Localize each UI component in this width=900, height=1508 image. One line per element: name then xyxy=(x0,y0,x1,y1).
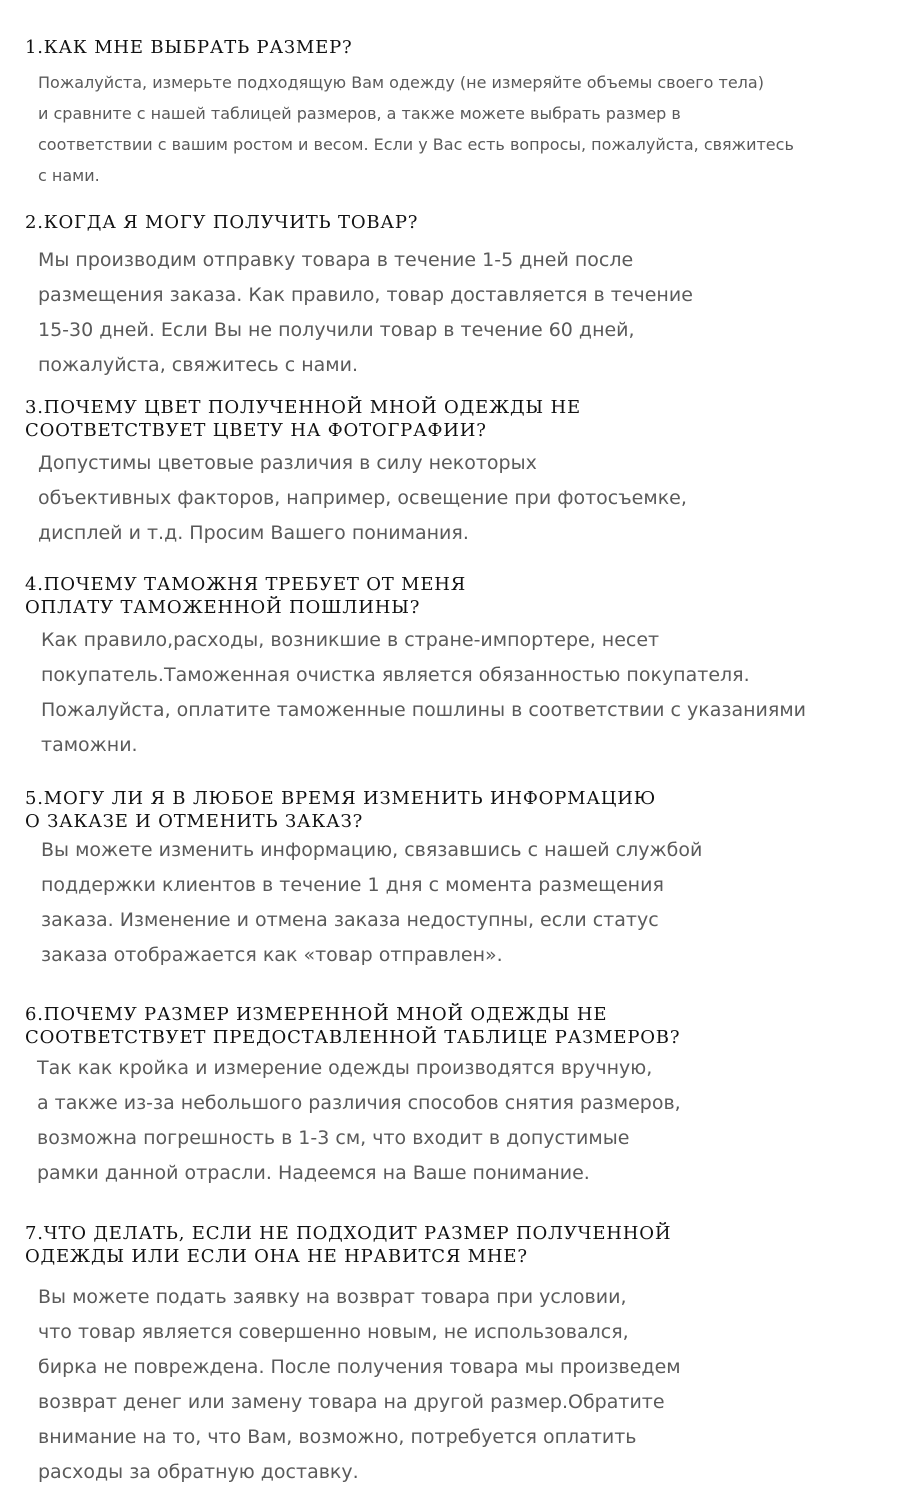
faq-answer: Вы можете изменить информацию, связавшись с нашей службой поддержки клиентов в течение 1 дня с момента размещения заказа. Изменение и отмена заказа недоступны, если статус заказа отображается как «товар отправлен». xyxy=(41,839,703,966)
faq-answer: Мы производим отправку товара в течение 1-5 дней после размещения заказа. Как правило, товар доставляется в течение 15-30 дней. Если Вы не получили товар в течение 60 дней, пожалуйста, свяжитесь с нами. xyxy=(38,249,693,376)
faq-item-4 xyxy=(0,573,900,763)
faq-question: 1.КАК МНЕ ВЫБРАТЬ РАЗМЕР? xyxy=(25,37,353,58)
faq-question: 7.ЧТО ДЕЛАТЬ, ЕСЛИ НЕ ПОДХОДИТ РАЗМЕР ПОЛУЧЕННОЙ ОДЕЖДЫ ИЛИ ЕСЛИ ОНА НЕ НРАВИТСЯ МНЕ? xyxy=(25,1223,672,1267)
faq-question: 3.ПОЧЕМУ ЦВЕТ ПОЛУЧЕННОЙ МНОЙ ОДЕЖДЫ НЕ СООТВЕТСТВУЕТ ЦВЕТУ НА ФОТОГРАФИИ? xyxy=(25,397,581,441)
faq-item-1 xyxy=(0,36,900,191)
faq-answer: Так как кройка и измерение одежды производятся вручную, а также из-за небольшого различия способов снятия размеров, возможна погрешность в 1-3 см, что входит в допустимые рамки данной отрасли. Надеемся на Ваше понимание. xyxy=(37,1057,681,1184)
faq-item-5 xyxy=(0,787,900,973)
faq-question: 2.КОГДА Я МОГУ ПОЛУЧИТЬ ТОВАР? xyxy=(25,212,419,233)
faq-question: 5.МОГУ ЛИ Я В ЛЮБОЕ ВРЕМЯ ИЗМЕНИТЬ ИНФОРМАЦИЮ О ЗАКАЗЕ И ОТМЕНИТЬ ЗАКАЗ? xyxy=(25,788,657,832)
faq-answer: Как правило,расходы, возникшие в стране-импортере, несет покупатель.Таможенная очистка является обязанностью покупателя. Пожалуйста, оплатите таможенные пошлины в соответствии с указаниями таможни. xyxy=(41,629,807,756)
faq-item-3 xyxy=(0,396,900,551)
faq-answer: Допустимы цветовые различия в силу некоторых объективных факторов, например, освещение при фотосъемке, дисплей и т.д. Просим Вашего понимания. xyxy=(38,452,687,544)
faq-item-6 xyxy=(0,1003,900,1191)
faq-answer: Пожалуйста, измерьте подходящую Вам одежду (не измеряйте объемы своего тела) и сравните с нашей таблицей размеров, а также можете выбрать размер в соответствии с вашим ростом и весом. Если у Вас есть вопросы, пожалуйста, свяжитесь с нами. xyxy=(38,73,794,185)
faq-answer: Вы можете подать заявку на возврат товара при условии, что товар является совершенно новым, не использовался, бирка не повреждена. После получения товара мы произведем возврат денег или замену товара на другой размер.Обратите внимание на то, что Вам, возможно, потребуется оплатить расходы за обратную доставку. xyxy=(38,1286,681,1483)
faq-item-7 xyxy=(0,1222,900,1490)
faq-question: 6.ПОЧЕМУ РАЗМЕР ИЗМЕРЕННОЙ МНОЙ ОДЕЖДЫ НЕ СООТВЕТСТВУЕТ ПРЕДОСТАВЛЕННОЙ ТАБЛИЦЕ РАЗМЕРОВ? xyxy=(25,1004,681,1048)
faq-item-2 xyxy=(0,211,900,383)
faq-question: 4.ПОЧЕМУ ТАМОЖНЯ ТРЕБУЕТ ОТ МЕНЯ ОПЛАТУ ТАМОЖЕННОЙ ПОШЛИНЫ? xyxy=(25,574,467,618)
